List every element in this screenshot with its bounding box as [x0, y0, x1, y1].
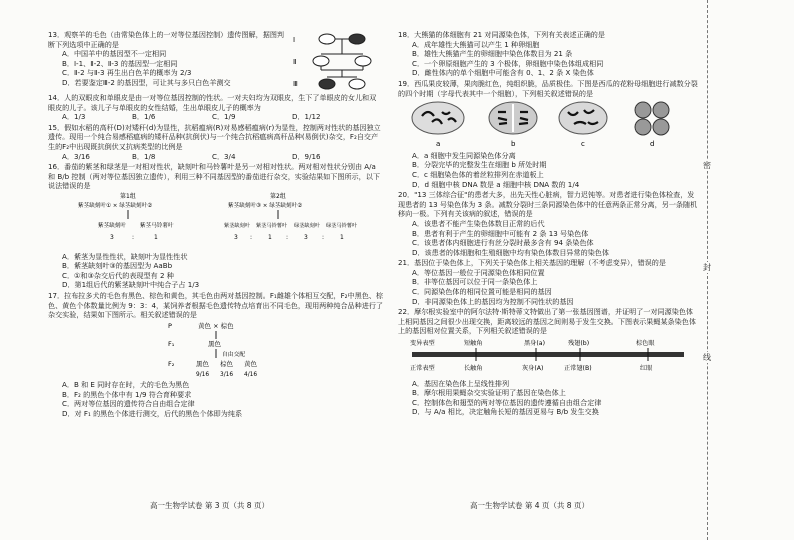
page-footer-left: 高一生物学试卷 第 3 页（共 8 页）	[150, 501, 269, 510]
cell-a-label: a	[436, 140, 441, 149]
sheep-icon	[319, 79, 335, 89]
question-21-stem: 21．基因位于染色体上，下列关于染色体上相关基因的理解（不考虑变异），错误的是	[398, 258, 666, 268]
gene-bottom-2: 灰身(A)	[522, 365, 544, 373]
question-15-option-a: A．3/16	[62, 151, 90, 161]
question-19	[398, 79, 698, 189]
sheep-icon	[349, 79, 365, 89]
group-2-ratio-sep-2: :	[286, 233, 289, 241]
cross-group-1-parents: 紫茎缺刻叶① × 绿茎缺刻叶②	[78, 202, 153, 209]
cross-f2-brown: 棕色	[220, 359, 233, 368]
sheep-icon	[319, 34, 335, 44]
cross-selfing-label: 自由交配	[222, 351, 246, 358]
question-18-option-d: D．雌性体内的单个细胞中可能含有 0、1、2 条 X 染色体	[412, 68, 594, 78]
group-2-ratio-3: 3	[304, 233, 308, 241]
group-2-offspring-3: 绿茎缺刻叶	[294, 222, 320, 229]
cell-a-image	[412, 102, 464, 134]
question-16-option-a: A．紫茎为显性性状，缺刻叶为显性性状	[62, 251, 188, 261]
page-footer-right: 高一生物学试卷 第 4 页（共 8 页）	[470, 501, 589, 510]
question-13	[48, 30, 383, 92]
meiosis-cells-figure	[398, 98, 698, 148]
question-22-option-b: B．摩尔根用果蝇杂交实验证明了基因在染色体上	[412, 388, 566, 398]
question-19-option-d: D．d 细胞中核 DNA 数是 a 细胞中核 DNA 数的 1/4	[412, 179, 580, 189]
binding-label-close: 封	[700, 262, 714, 273]
question-20-option-a: A．该患者不能产生染色体数目正常的后代	[412, 218, 545, 228]
question-18-stem: 18．大熊猫的体细胞有 21 对同源染色体，下列有关表述正确的是	[398, 30, 605, 39]
gene-top-2: 黑身(a)	[524, 340, 545, 348]
question-17-option-c: C．两对等位基因的遗传符合自由组合定律	[62, 399, 195, 409]
cross-f2-label: F₂	[168, 359, 175, 368]
pedigree-gen-1-label: Ⅰ	[293, 36, 296, 44]
question-13-option-b: B．Ⅰ-1、Ⅱ-2、Ⅱ-3 的基因型一定相同	[62, 58, 178, 68]
tomato-cross-figure	[48, 191, 383, 249]
gene-map-mutant-row-label: 变异表型	[410, 340, 435, 348]
question-16	[48, 162, 383, 290]
question-14-option-c: C．1/9	[212, 112, 236, 122]
question-22-option-d: D．与 A/a 相比，决定触角长短的基因更易与 B/b 发生交换	[412, 407, 599, 417]
gene-bottom-1: 长触角	[464, 365, 483, 373]
cross-p-label: P	[168, 321, 172, 330]
question-20-stem: 20．"13 三体综合征"的患者大多，出先天性心脏病，智力迟钝等。对患者进行染色体检查，发现患者的 13 号染色体为 3 条。减数分裂时三条同源染色体中的任意两条正常分离，另一条随机移向一极。下列有关该病的叙述，错误的是	[398, 190, 698, 219]
group-1-offspring-1: 紫茎缺刻叶	[98, 222, 126, 229]
question-17-option-a: A．B 和 E 同时存在时，犬的毛色为黑色	[62, 380, 190, 390]
question-19-option-c: C．c 细胞染色体的着丝粒排列在赤道板上	[412, 169, 544, 179]
group-1-ratio-1: 3	[110, 233, 114, 241]
gene-map-normal-row-label: 正常表型	[410, 365, 435, 373]
group-1-ratio-sep: :	[132, 233, 135, 241]
question-14-option-b: B．1/6	[132, 112, 156, 122]
cell-b-image	[489, 102, 537, 134]
question-21-option-b: B．非等位基因可以位于同一条染色体上	[412, 277, 538, 287]
cross-p-parents: 黄色 × 棕色	[198, 321, 234, 330]
question-14	[48, 93, 383, 122]
question-15-stem: 15．假如水稻的高秆(D)对矮秆(d)为显性，抗稻瘟病(R)对易感稻瘟病(r)为显性，控制两对性状的基因独立遗传。现用一个纯合易感稻瘟病的矮秆品种(抗倒伏)与一个纯合抗稻瘟病高秆品种(易倒伏)杂交，F₂自交产生的F₂中出现既抗倒伏又抗病类型的比例是	[48, 122, 381, 151]
question-21-option-d: D．非同源染色体上的基因均为控制不同性状的基因	[412, 296, 574, 306]
gene-top-4: 棕色眼	[636, 340, 655, 348]
sheep-icon	[355, 56, 371, 66]
question-14-stem: 14．人的双眼皮和单眼皮是由一对等位基因控制的性状。一对夫妇均为双眼皮，生下了单眼皮的女儿和双眼皮的儿子。该儿子与单眼皮的女性结婚，生出单眼皮儿子的概率为	[48, 93, 377, 112]
question-15	[48, 123, 383, 161]
cross-f2-brown-ratio: 3/16	[220, 371, 234, 378]
chromosome-bar	[412, 352, 684, 357]
question-22-option-a: A．基因在染色体上呈线性排列	[412, 378, 510, 388]
cross-group-2-title: 第2组	[270, 192, 286, 200]
sheep-icon	[349, 34, 365, 44]
cell-c-label: c	[581, 140, 585, 149]
question-21	[398, 258, 698, 306]
group-1-ratio-2: 1	[154, 233, 158, 241]
question-18-option-b: B．雄性大熊猫产生的卵细胞中染色体数目为 21 条	[412, 49, 573, 59]
question-21-option-c: C．同源染色体的相同位置可能是相同的基因	[412, 287, 552, 297]
question-16-option-b: B．紫茎缺刻叶③的基因型为 AaBb	[62, 261, 173, 271]
gene-bottom-4: 红眼	[640, 365, 653, 373]
question-14-option-d: D．1/12	[292, 112, 321, 122]
group-2-offspring-1: 紫茎缺刻叶	[224, 222, 250, 229]
question-15-option-d: D．9/16	[292, 151, 321, 161]
question-20-option-b: B．患者有利于产生的卵细胞中可能有 2 条 13 号染色体	[412, 228, 589, 238]
question-18-option-a: A．成年雄性大熊猫可以产生 1 种卵细胞	[412, 39, 540, 49]
group-2-ratio-2: 1	[268, 233, 272, 241]
left-column	[48, 30, 383, 420]
question-16-option-d: D．第1组后代的紫茎缺刻叶中纯合子占 1/3	[62, 280, 200, 290]
cell-b-label: b	[511, 140, 516, 149]
question-22-option-c: C．控制体色和翅型的两对等位基因的遗传遵循自由组合定律	[412, 397, 602, 407]
question-22	[398, 307, 698, 417]
question-17-option-d: D．对 F₁ 的黑色个体进行测交，后代的黑色个体即为纯系	[62, 409, 243, 419]
cell-d-image	[635, 102, 669, 135]
question-18-option-c: C．一个卵原细胞产生的 3 个极体，卵细胞中染色体组成相同	[412, 58, 604, 68]
group-1-offspring-2: 紫茎马铃薯叶	[140, 222, 174, 229]
cross-f2-yellow-ratio: 4/16	[244, 371, 258, 378]
group-2-offspring-2: 紫茎马铃薯叶	[256, 222, 288, 229]
cross-f1-label: F₁	[168, 339, 175, 348]
question-16-stem: 16．番茄的紫茎和绿茎是一对相对性状，缺刻叶和马铃薯叶是另一对相对性状。两对相对性状分别由 A/a 和 B/b 控制（两对等位基因独立遗传），利用三种不同基因型的番茄进行杂交，实验结果如下图所示，以下说法错误的是	[48, 162, 380, 191]
question-22-stem: 22．摩尔根实验室中的阿尔法特·斯特蒂文特做出了第一张基因图谱，并证明了一对同源染色体上相同基因之间很少出现交换，距离较远的基因之间则易于发生交换。下图表示果蝇某条染色体上的基因相对位置关系，下列相关叙述错误的是	[398, 307, 696, 336]
question-19-stem: 19．西瓜果皮较薄，果肉脆红色，纯组织脆，品质极佳。下图是西瓜的花粉母细胞进行减数分裂的四个时期（字母代表其中一个细胞），下列相关叙述错误的是	[398, 78, 698, 98]
sheep-pedigree-figure	[291, 30, 383, 92]
cross-f1-value: 黑色	[208, 339, 221, 348]
cross-group-2-parents: 紫茎缺刻叶③ × 绿茎缺刻叶②	[228, 202, 303, 209]
sheep-icon	[313, 56, 329, 66]
question-17-option-b: B．F₂ 的黑色个体中有 1/9 符合育种要求	[62, 389, 192, 399]
question-19-option-b: B．分裂完毕的完整发生在细胞 b 所处时期	[412, 160, 547, 170]
question-19-option-a: A．a 细胞中发生同源染色体分离	[412, 150, 516, 160]
cross-group-1-title: 第1组	[120, 192, 136, 200]
cross-f2-black-ratio: 9/16	[196, 371, 210, 378]
group-2-offspring-4: 绿茎马铃薯叶	[326, 222, 358, 229]
binding-label-line: 线	[700, 352, 714, 363]
question-21-option-a: A．等位基因一般位于同源染色体相同位置	[412, 267, 545, 277]
cross-f2-black: 黑色	[196, 359, 209, 368]
binding-label-seal: 密	[700, 160, 714, 171]
pedigree-gen-3-label: Ⅲ	[293, 80, 298, 88]
group-2-ratio-sep-3: :	[322, 233, 325, 241]
question-15-option-b: B．1/8	[132, 151, 156, 161]
question-20-option-d: D．该患者的体细胞和生殖细胞中均有染色体数目异常的染色体	[412, 247, 609, 257]
right-column	[398, 30, 698, 418]
question-20-option-c: C．该患者体内细胞进行有丝分裂时最多含有 94 条染色体	[412, 238, 594, 248]
group-2-ratio-sep-1: :	[250, 233, 253, 241]
question-17	[48, 291, 383, 419]
question-15-option-c: C．3/4	[212, 151, 236, 161]
group-2-ratio-1: 3	[234, 233, 238, 241]
gene-bottom-3: 正常翅(B)	[564, 365, 592, 373]
question-20	[398, 190, 698, 257]
question-13-option-c: C．Ⅱ-2 与Ⅱ-3 再生出白色羊的概率为 2/3	[62, 68, 192, 78]
gene-top-3: 残翅(b)	[568, 340, 590, 348]
cross-f2-yellow: 黄色	[244, 359, 257, 368]
question-13-option-d: D．若要鉴定Ⅲ-2 的基因型，可让其与多只白色羊测交	[62, 77, 231, 87]
dog-coat-cross-figure	[48, 320, 383, 378]
group-2-ratio-4: 1	[340, 233, 344, 241]
cell-d-label: d	[650, 140, 655, 149]
question-18	[398, 30, 698, 78]
question-17-stem: 17．拉布拉多犬的毛色有黑色、棕色和黄色，其毛色由两对基因控制。F₁雌雄个体相互交配，F₂中黑色、棕色、黄色个体数量比例为 9：3：4，某饲养者根据毛色遗传特点培育出不同毛色，现用两种纯合品种进行了杂交实验，结果如下图所示。相关叙述错误的是	[48, 290, 384, 320]
pedigree-gen-2-label: Ⅱ	[293, 58, 297, 66]
question-16-option-c: C．①和③杂交后代的表现型有 2 种	[62, 270, 174, 280]
gene-map-figure	[398, 336, 698, 376]
question-13-option-a: A．中国羊中的基因型不一定相同	[62, 49, 167, 59]
gene-top-1: 短触角	[464, 340, 483, 348]
question-13-stem: 13．观察羊的毛色（由常染色体上的一对等位基因控制）遗传图解，据图判断下列选项中正确的是	[48, 30, 285, 49]
question-14-option-a: A．1/3	[62, 112, 86, 122]
cell-c-image	[559, 102, 607, 134]
